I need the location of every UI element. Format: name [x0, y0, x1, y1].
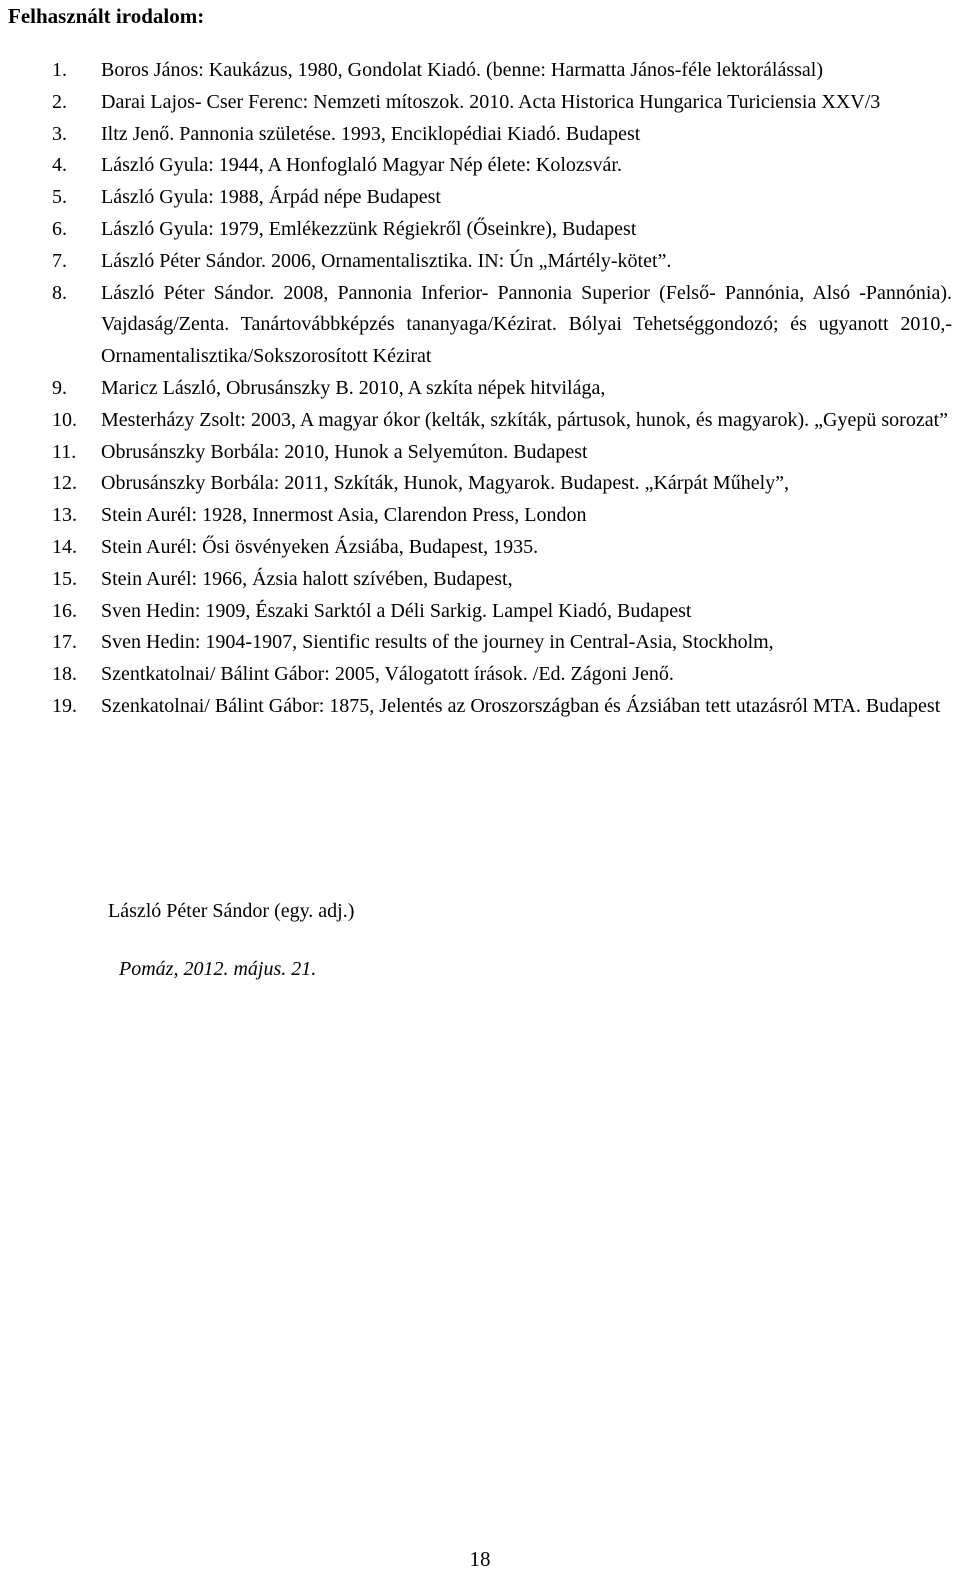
- reference-number: 19.: [52, 694, 77, 717]
- reference-text: László Gyula: 1944, A Honfoglaló Magyar Nép élete: Kolozsvár.: [101, 154, 622, 177]
- reference-item: [0, 596, 960, 628]
- reference-text: Iltz Jenő. Pannonia születése. 1993, Enciklopédiai Kiadó. Budapest: [101, 122, 641, 145]
- reference-item: [0, 437, 960, 469]
- reference-number: 2.: [52, 90, 67, 113]
- reference-list: [0, 55, 960, 723]
- reference-text: Mesterházy Zsolt: 2003, A magyar ókor (kelták, szkíták, pártusok, hunok, és magyarok). „Gyepü sorozat”: [101, 408, 949, 431]
- reference-text: Sven Hedin: 1904-1907, Sientific results of the journey in Central-Asia, Stockholm,: [101, 631, 774, 654]
- reference-text: Stein Aurél: 1966, Ázsia halott szívében, Budapest,: [101, 567, 513, 590]
- reference-number: 13.: [52, 504, 77, 527]
- reference-item: [0, 119, 960, 151]
- reference-text: Szenkatolnai/ Bálint Gábor: 1875, Jelentés az Oroszországban és Ázsiában tett utazásról MTA. Budapest: [101, 694, 941, 717]
- place-and-date: Pomáz, 2012. május. 21.: [119, 958, 317, 980]
- reference-number: 10.: [52, 408, 77, 431]
- author-signature: László Péter Sándor (egy. adj.): [108, 900, 355, 922]
- reference-text: Maricz László, Obrusánszky B. 2010, A szkíta népek hitvilága,: [101, 376, 606, 399]
- reference-number: 11.: [52, 440, 77, 463]
- reference-item: [0, 564, 960, 596]
- reference-number: 8.: [52, 281, 67, 304]
- reference-number: 6.: [52, 217, 67, 240]
- reference-text: Boros János: Kaukázus, 1980, Gondolat Kiadó. (benne: Harmatta János-féle lektorálással): [101, 59, 824, 81]
- reference-text: Sven Hedin: 1909, Északi Sarktól a Déli Sarkig. Lampel Kiadó, Budapest: [101, 599, 692, 622]
- reference-number: 3.: [52, 122, 67, 145]
- reference-item: [0, 55, 960, 87]
- reference-text: László Péter Sándor. 2008, Pannonia Inferior- Pannonia Superior (Felső- Pannónia, Alsó -Pannónia). Vajdaság/Zenta. Tanártovábbképzés tananyaga/Kézirat. Bólyai Tehetséggondozó; és ugyanott 2010,- Ornamentalisztika/Sokszorosított Kézirat: [101, 281, 952, 368]
- reference-item: [0, 278, 960, 373]
- reference-number: 9.: [52, 376, 67, 399]
- reference-item: [0, 214, 960, 246]
- reference-item: [0, 659, 960, 691]
- reference-text: Obrusánszky Borbála: 2010, Hunok a Selyemúton. Budapest: [101, 440, 588, 463]
- reference-item: [0, 246, 960, 278]
- reference-item: [0, 468, 960, 500]
- reference-item: [0, 182, 960, 214]
- reference-number: 14.: [52, 535, 77, 558]
- reference-number: 17.: [52, 631, 77, 654]
- reference-number: 16.: [52, 599, 77, 622]
- page-number: 18: [469, 1547, 491, 1571]
- reference-text: Obrusánszky Borbála: 2011, Szkíták, Hunok, Magyarok. Budapest. „Kárpát Műhely”,: [101, 472, 789, 495]
- reference-item: [0, 373, 960, 405]
- reference-text: Stein Aurél: Ősi ösvényeken Ázsiába, Budapest, 1935.: [101, 535, 539, 558]
- references-heading: Felhasznált irodalom:: [8, 4, 205, 28]
- reference-number: 4.: [52, 154, 67, 177]
- reference-number: 5.: [52, 186, 67, 209]
- reference-number: 12.: [52, 472, 77, 495]
- reference-number: 15.: [52, 567, 77, 590]
- reference-item: [0, 627, 960, 659]
- reference-text: László Gyula: 1979, Emlékezzünk Régiekről (Őseinkre), Budapest: [101, 217, 637, 240]
- reference-text: László Gyula: 1988, Árpád népe Budapest: [101, 186, 441, 209]
- reference-text: Darai Lajos- Cser Ferenc: Nemzeti mítoszok. 2010. Acta Historica Hungarica Turiciensia XXV/3: [101, 90, 881, 113]
- reference-number: 7.: [52, 249, 67, 272]
- reference-number: 1.: [52, 59, 67, 81]
- reference-item: [0, 405, 960, 437]
- reference-item: [0, 150, 960, 182]
- reference-text: Stein Aurél: 1928, Innermost Asia, Clarendon Press, London: [101, 504, 587, 527]
- reference-item: [0, 87, 960, 119]
- reference-text: László Péter Sándor. 2006, Ornamentalisztika. IN: Ún „Mártély-kötet”.: [101, 249, 672, 272]
- reference-number: 18.: [52, 663, 77, 686]
- reference-item: [0, 500, 960, 532]
- reference-text: Szentkatolnai/ Bálint Gábor: 2005, Válogatott írások. /Ed. Zágoni Jenő.: [101, 663, 674, 686]
- reference-item: [0, 691, 960, 723]
- reference-item: [0, 532, 960, 564]
